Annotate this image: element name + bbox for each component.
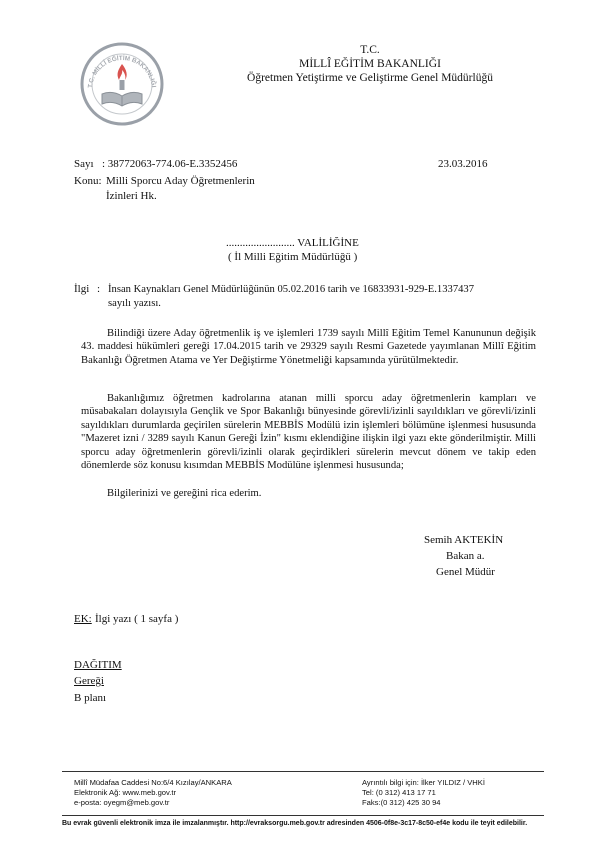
addressee-line1: ......................... VALİLİĞİNE [226,237,359,249]
konu-label: Konu: [74,175,102,187]
header-directorate: Öğretmen Yetiştirme ve Geliştirme Genel Müdürlüğü [247,72,493,84]
dagitim-item: B planı [74,692,107,704]
addressee-line2: ( İl Milli Eğitim Müdürlüğü ) [228,251,358,263]
signatory-role: Bakan a. [446,550,485,562]
header-ministry: MİLLÎ EĞİTİM BAKANLIĞI [299,58,441,70]
ministry-logo [78,40,166,128]
document-date: 23.03.2016 [438,158,488,170]
ilgi-colon: : [97,283,101,295]
konu-line1: Milli Sporcu Aday Öğretmenlerin [106,175,255,187]
footer-email: e-posta: oyegm@meb.gov.tr [74,798,170,807]
footer-phone: Tel: (0 312) 413 17 71 [362,788,436,797]
signatory-name: Semih AKTEKİN [424,534,504,546]
header-country: T.C. [360,44,380,56]
footer-address: Millî Müdafaa Caddesi No:6/4 Kızılay/ANKARA [74,778,232,787]
konu-line2: İzinleri Hk. [106,190,157,202]
dagitim-geregi: Gereği [74,675,104,687]
logo-arc-text: T.C. MİLLÎ EĞİTİM BAKANLIĞI [87,54,157,89]
footer-divider-bottom [62,815,544,816]
ek-value: İlgi yazı ( 1 sayfa ) [95,613,179,625]
paragraph-1: Bilindiği üzere Aday öğretmenlik iş ve işlemleri 1739 sayılı Millî Eğitim Temel Kanununun değişik 43. maddesi hükümleri gereği 17.04.2015 tarih ve 29329 sayılı Resmi Gazetede yayımlanan Millî Eğitim Bakanlığı Öğretmen Atama ve Yer Değiştirme Yönetmeliği kapsamında yürütülmektedir. [81,328,536,366]
dagitim-title: DAĞITIM [74,659,122,671]
footer-contact: Ayrıntılı bilgi için: İlker YILDIZ / VHKİ [362,778,485,787]
paragraph-3: Bilgilerinizi ve gereğini rica ederim. [107,488,262,499]
sayi-label: Sayı [74,158,94,170]
ek-label: EK: [74,613,92,625]
footer-website: Elektronik Ağ: www.meb.gov.tr [74,788,176,797]
ilgi-label: İlgi [74,283,90,295]
signatory-title: Genel Müdür [436,566,495,578]
footer-divider [62,771,544,772]
footer-fax: Faks:(0 312) 425 30 94 [362,798,441,807]
paragraph-2: Bakanlığımız öğretmen kadrolarına atanan milli sporcu aday öğretmenlerin kampları ve müsabakaları dolayısıyla Gençlik ve Spor Bakanlığı bünyesinde görevli/izinli sayıldıkları ve görevli/izinli sayıldıkları durumlarda geçirilen sürelerin MEBBİS Modülü izin işlemleri bölümüne işlenmesi hususunda "Mazeret izni / 3289 sayılı Kanun Gereği İzin" kısmı eklendiğine ilişkin ilgi yazı ekte gönderilmiştir. Milli sporcu aday öğretmenlerin görevli/izinli olarak geçirdikleri sürelerin mevcut dönem ve takip eden dönemlerde söz konusu kısımdan MEBBİS Modülüne işlenmesi hususunda; [81,393,536,472]
sayi-value: : 38772063-774.06-E.3352456 [102,158,238,170]
ilgi-line1: İnsan Kaynakları Genel Müdürlüğünün 05.02.2016 tarih ve 16833931-929-E.1337437 [108,284,475,295]
ilgi-line2: sayılı yazısı. [108,298,161,309]
e-signature-note: Bu evrak güvenli elektronik imza ile imzalanmıştır. http://evraksorgu.meb.gov.tr adresinden 4506-0f8e-3c17-8c50-ef4e kodu ile teyit edilebilir. [62,820,528,827]
